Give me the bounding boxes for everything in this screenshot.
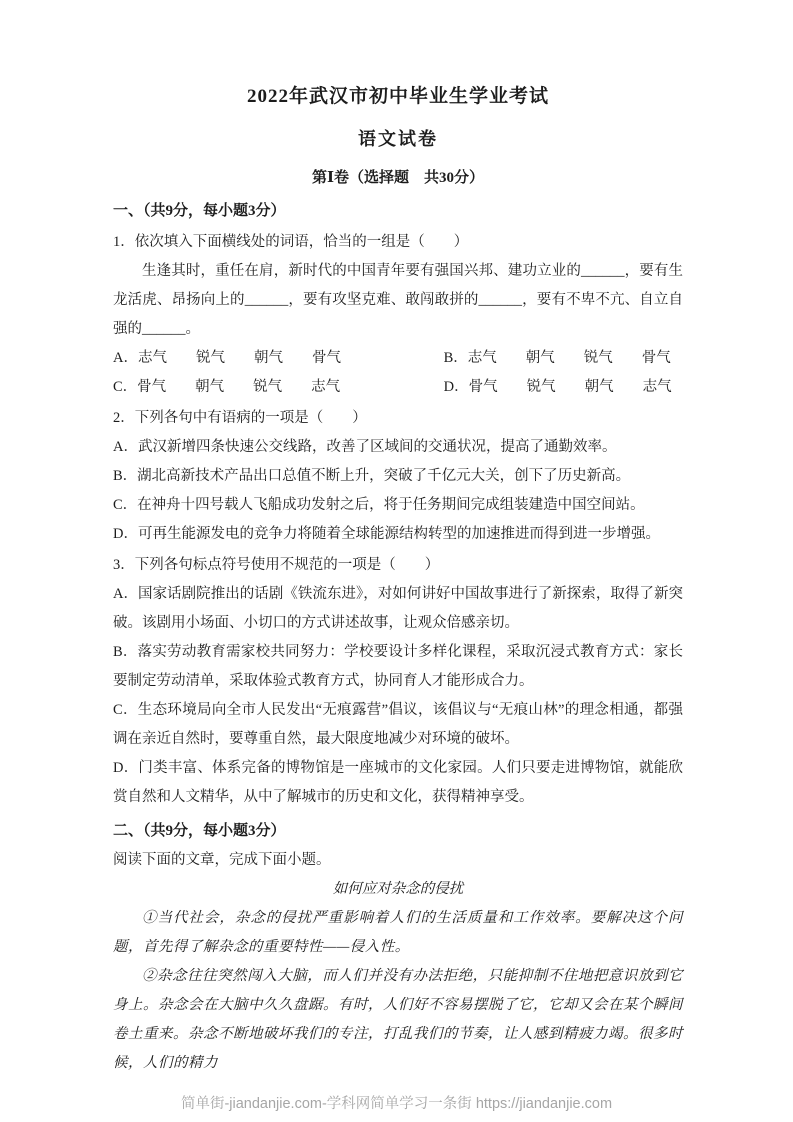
volume-heading: 第Ⅰ卷（选择题 共30分） — [311, 169, 485, 186]
question-3-option-c: C．生态环境局向全市人民发出“无痕露营”倡议，该倡议与“无痕山林”的理念相通，都强调在亲近自然时，要尊重自然，最大限度地减少对环境的破坏。 — [113, 701, 683, 747]
article-title: 如何应对杂念的侵扰 — [332, 880, 464, 897]
question-2-option-d: D．可再生能源发电的竞争力将随着全球能源结构转型的加速推进而得到进一步增强。 — [113, 525, 660, 542]
question-3-stem: 3．下列各句标点符号使用不规范的一项是（ ） — [113, 556, 440, 573]
question-1-stem: 1．依次填入下面横线处的词语，恰当的一组是（ ） — [113, 233, 469, 250]
question-2 — [113, 404, 683, 549]
reading-instruction: 阅读下面的文章，完成下面小题。 — [113, 851, 331, 868]
question-2-stem: 2．下列各句中有语病的一项是（ ） — [113, 409, 367, 426]
question-2-option-c: C．在神舟十四号载人飞船成功发射之后，将于任务期间完成组装建造中国空间站。 — [113, 496, 645, 513]
question-2-option-b: B．湖北高新技术产品出口总值不断上升，突破了千亿元大关，创下了历史新高。 — [113, 467, 631, 484]
question-3 — [113, 551, 683, 812]
footer-watermark: 简单街-jiandanjie.com-学科网简单学习一条街 https://jiandanjie.com — [180, 1095, 613, 1112]
exam-subtitle: 语文试卷 — [358, 128, 438, 149]
question-1-option-row-1 — [113, 344, 683, 373]
article-paragraph-2: ②杂念往往突然闯入大脑，而人们并没有办法拒绝，只能抑制不住地把意识放到它身上。杂念会在大脑中久久盘踞。有时，人们好不容易摆脱了它，它却又会在某个瞬间卷土重来。杂念不断地破坏我们的专注，打乱我们的节奏，让人感到精疲力竭。很多时候，人们的精力 — [113, 967, 683, 1071]
question-1-passage: 生逢其时，重任在肩，新时代的中国青年要有强国兴邦、建功立业的______，要有生龙活虎、昂扬向上的______，要有攻坚克难、敢闯敢拼的______，要有不卑不亢、自立自强的______。 — [113, 262, 683, 337]
article-paragraph-1: ①当代社会，杂念的侵扰严重影响着人们的生活质量和工作效率。要解决这个问题，首先得了解杂念的重要特性——侵入性。 — [113, 909, 683, 955]
question-1 — [113, 228, 683, 402]
question-3-option-a: A．国家话剧院推出的话剧《铁流东进》，对如何讲好中国故事进行了新探索，取得了新突破。该剧用小场面、小切口的方式讲述故事，让观众倍感亲切。 — [113, 585, 683, 631]
question-1-option-a: A．志气 锐气 朝气 骨气 — [113, 349, 341, 366]
question-2-option-a: A．武汉新增四条快速公交线路，改善了区域间的交通状况，提高了通勤效率。 — [113, 438, 617, 455]
section-two-heading: 二、（共9分，每小题3分） — [113, 822, 286, 839]
question-3-option-d: D．门类丰富、体系完备的博物馆是一座城市的文化家园。人们只要走进博物馆，就能欣赏自然和人文精华，从中了解城市的历史和文化，获得精神享受。 — [113, 759, 683, 805]
exam-title: 2022年武汉市初中毕业生学业考试 — [246, 86, 549, 107]
section-one-heading: 一、（共9分，每小题3分） — [113, 202, 286, 219]
question-1-option-c: C．骨气 朝气 锐气 志气 — [113, 378, 341, 395]
question-1-option-d: D．骨气 锐气 朝气 志气 — [443, 378, 672, 395]
question-1-option-b: B．志气 朝气 锐气 骨气 — [443, 349, 671, 366]
question-1-option-row-2 — [113, 373, 683, 402]
question-3-option-b: B．落实劳动教育需家校共同努力：学校要设计多样化课程，采取沉浸式教育方式：家长要制定劳动清单，采取体验式教育方式，协同育人才能形成合力。 — [113, 643, 683, 689]
